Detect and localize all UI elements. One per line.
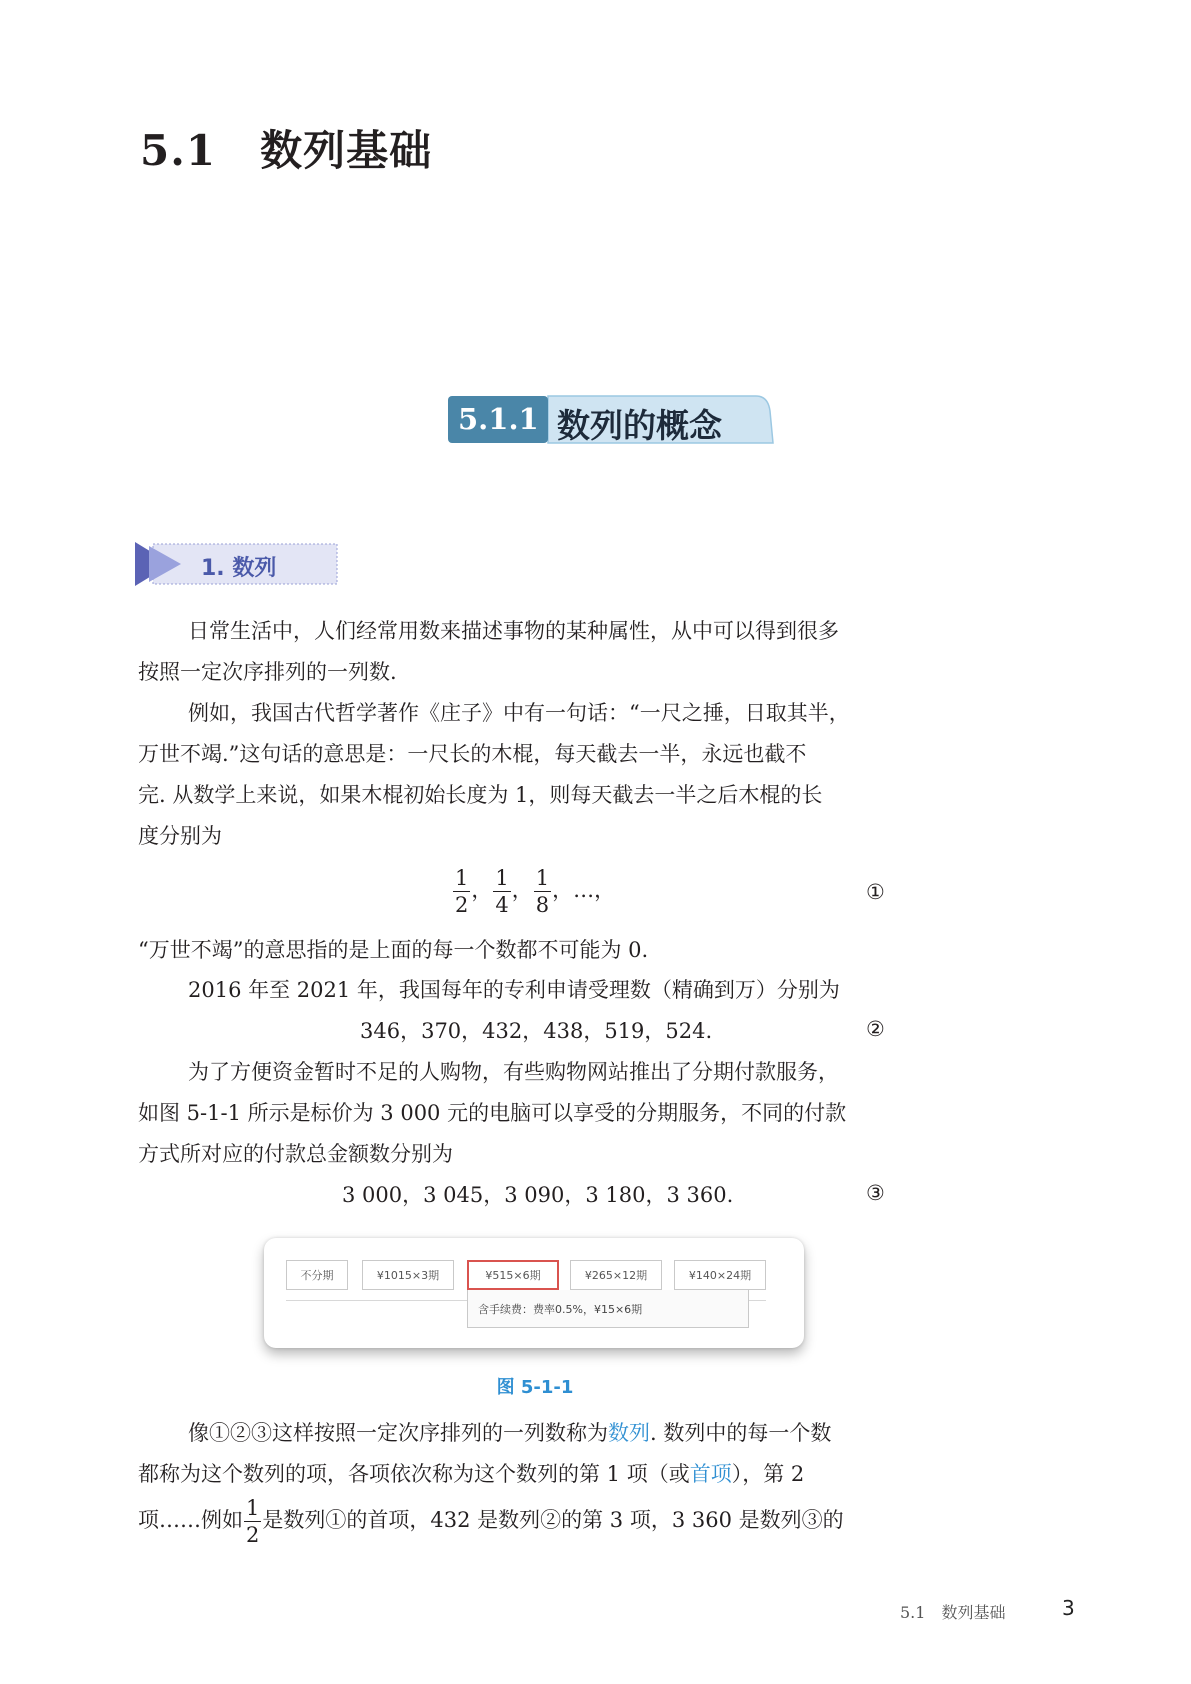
text-run: ），第 2 xyxy=(731,1462,805,1486)
fraction xyxy=(534,865,551,918)
equation-label-1: ① xyxy=(866,880,885,904)
fraction-numerator: 1 xyxy=(495,866,509,890)
fraction-denominator: 8 xyxy=(535,893,550,917)
option-24-months[interactable]: ¥140×24期 xyxy=(674,1260,766,1290)
para2-line2: 万世不竭.”这句话的意思是：一尺长的木棍，每天截去一半，永远也截不 xyxy=(138,742,807,766)
sequence-2: 346，370，432，438，519，524. xyxy=(360,1019,713,1043)
para1-line1: 日常生活中，人们经常用数来描述事物的某种属性，从中可以得到很多 xyxy=(188,619,839,643)
subsection-title: 数列的概念 xyxy=(557,406,722,445)
option-3-months[interactable]: ¥1015×3期 xyxy=(362,1260,454,1290)
point-title: 1. 数列 xyxy=(201,556,277,581)
para2-line4: 度分别为 xyxy=(138,824,222,848)
text-run: 像①②③这样按照一定次序排列的一列数称为 xyxy=(188,1421,608,1445)
fraction-numerator: 1 xyxy=(455,866,469,890)
separator: ， xyxy=(471,878,493,902)
figure-caption: 图 5-1-1 xyxy=(496,1377,574,1398)
para6-line2 xyxy=(138,1460,804,1488)
para6-line3 xyxy=(138,1495,844,1548)
term-first-term: 首项 xyxy=(689,1462,732,1486)
para1-line2: 按照一定次序排列的一列数. xyxy=(138,660,397,684)
fraction xyxy=(244,1495,261,1548)
fraction xyxy=(493,865,510,918)
fraction-denominator: 4 xyxy=(495,893,509,917)
option-no-installment[interactable]: 不分期 xyxy=(286,1260,348,1290)
para5-line3: 方式所对应的付款总金额数分别为 xyxy=(138,1142,453,1166)
para6-line1 xyxy=(188,1419,831,1447)
fraction xyxy=(453,865,470,918)
section-number: 5.1 xyxy=(140,126,217,175)
fraction-denominator: 2 xyxy=(455,893,469,917)
subsection-number: 5.1.1 xyxy=(458,402,539,436)
option-12-months[interactable]: ¥265×12期 xyxy=(570,1260,662,1290)
footer-section: 5.1 数列基础 xyxy=(900,1603,1006,1622)
text-run: . 数列中的每一个数 xyxy=(650,1421,832,1445)
para4: 2016 年至 2021 年，我国每年的专利申请受理数（精确到万）分别为 xyxy=(188,978,840,1002)
text-run: 项……例如 xyxy=(138,1508,243,1532)
subsection-banner xyxy=(448,393,774,446)
option-6-months[interactable]: ¥515×6期 xyxy=(467,1260,559,1290)
fee-info: 含手续费：费率0.5%，¥15×6期 xyxy=(467,1290,749,1328)
sequence-3: 3 000，3 045，3 090，3 180，3 360. xyxy=(342,1183,734,1207)
sequence-1 xyxy=(452,865,615,918)
para2-line1: 例如，我国古代哲学著作《庄子》中有一句话：“一尺之捶，日取其半， xyxy=(188,701,850,725)
point-banner xyxy=(135,540,345,590)
separator: ， xyxy=(511,878,533,902)
para5-line1: 为了方便资金暂时不足的人购物，有些购物网站推出了分期付款服务， xyxy=(188,1060,839,1084)
para2-line3: 完. 从数学上来说，如果木棍初始长度为 1，则每天截去一半之后木棍的长 xyxy=(138,783,823,807)
text-run: 是数列①的首项，432 是数列②的第 3 项，3 360 是数列③的 xyxy=(262,1508,844,1532)
fraction-numerator: 1 xyxy=(535,866,550,890)
equation-label-2: ② xyxy=(866,1017,885,1041)
section-title: 数列基础 xyxy=(260,126,433,175)
fraction-denominator: 2 xyxy=(246,1523,260,1547)
sequence-tail: ，…， xyxy=(552,878,616,902)
para3: “万世不竭”的意思指的是上面的每一个数都不可能为 0. xyxy=(138,938,649,962)
page-number: 3 xyxy=(1062,1596,1075,1620)
equation-label-3: ③ xyxy=(866,1181,885,1205)
text-run: 都称为这个数列的项，各项依次称为这个数列的第 1 项（或 xyxy=(138,1462,690,1486)
term-sequence: 数列 xyxy=(608,1421,650,1445)
section-heading xyxy=(140,118,432,178)
para5-line2: 如图 5-1-1 所示是标价为 3 000 元的电脑可以享受的分期服务，不同的付款 xyxy=(138,1101,847,1125)
installment-screenshot xyxy=(264,1238,804,1348)
fraction-numerator: 1 xyxy=(246,1496,260,1520)
